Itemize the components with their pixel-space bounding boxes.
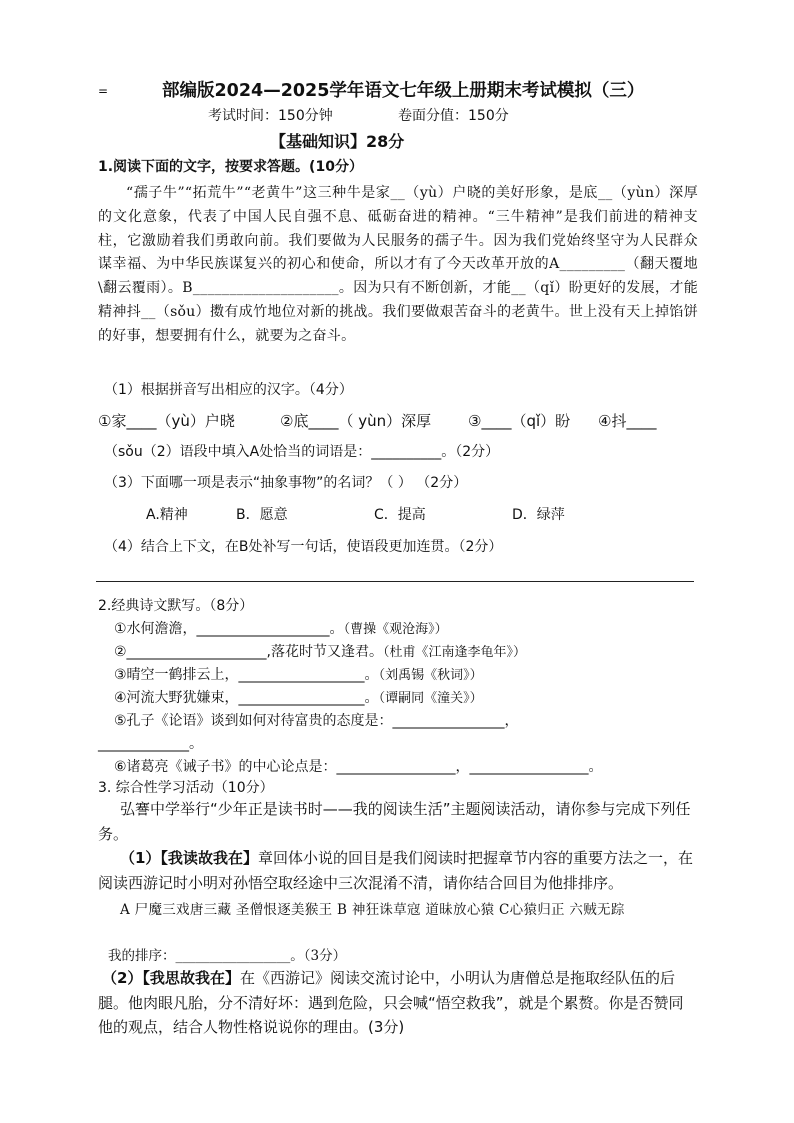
q3-task2-label: （2）【我思故我在】 <box>102 969 240 987</box>
header-marker: = <box>98 84 109 98</box>
section-heading: 【基础知识】28分 <box>270 132 405 151</box>
pinyin-item-3: ③____（qǐ）盼 <box>468 412 571 430</box>
option-d: D．绿萍 <box>512 507 565 523</box>
q1-sub3: （3）下面哪一项是表示“抽象事物”的名词？（ ） （2分） <box>104 475 468 491</box>
pinyin-item-1: ①家____（yù）户晓 <box>98 412 235 430</box>
poem-line-2 <box>114 641 526 661</box>
total-score: 卷面分值：150分 <box>398 108 509 124</box>
q1-sub4: （4）结合上下文，在B处补写一句话，使语段更加连贯。（2分） <box>104 539 503 555</box>
question-3-heading: 3. 综合性学习活动（10分） <box>98 780 274 796</box>
pinyin-item-4: ④抖____ <box>598 412 657 430</box>
poem-line-1 <box>114 618 448 638</box>
poem-line-3-source: （刘禹锡《秋词》） <box>378 668 483 683</box>
q1-sub2: （sǒu（2）语段中填入A处恰当的词语是：__________。（2分） <box>104 444 500 460</box>
option-a: A.精神 <box>146 507 188 523</box>
q3-choices: A 尸魔三戏唐三藏 圣僧恨逐美猴王 B 神狂诛草寇 道昧放心猿 C心猿归正 六贼无踪 <box>120 902 625 918</box>
pinyin-item-2: ②底____（ yùn）深厚 <box>280 412 432 430</box>
poem-line-1-source: （曹操《观沧海》） <box>343 622 448 637</box>
question-1-passage: “孺子牛”“拓荒牛”“老黄牛”这三种牛是家__（yù）户晓的美好形象，是底__（yùn）深厚的文化意象，代表了中国人民自强不息、砥砺奋进的精神。“三牛精神”是我们前进的精神支柱，它激励着我们勇敢向前。我们要做为人民服务的孺子牛。因为我们党始终坚守为人民群众谋幸福、为中华民族谋复兴的初心和使命，所以才有了今天改革开放的A_________（翻天覆地 \翻云覆雨）。B____________________。因为只有不断创新，才能__（qǐ）盼更好的发展，才能精神抖__（sǒu）擞有成竹地位对新的挑战。我们要做艰苦奋斗的老黄牛。世上没有天上掉馅饼的好事，想要拥有什么，就要为之奋斗。 <box>98 185 698 344</box>
option-b: B．愿意 <box>236 507 288 523</box>
poem-line-5-cont: _____________。 <box>98 736 203 752</box>
poem-line-1-text: ①水何澹澹，___________________。 <box>114 621 344 637</box>
q3-my-order: 我的排序：_________________。（3分） <box>108 948 347 964</box>
q3-task2-text: 在《西游记》阅读交流讨论中，小明认为唐僧总是拖取经队伍的后腿。他肉眼凡胎，分不清好坏：遇到危险，只会喊“悟空救我”，就是个累赘。你是否赞同他的观点，结合人物性格说说你的理由。(3分) <box>98 969 684 1036</box>
q3-task2 <box>98 966 698 1040</box>
poem-line-4-source: （谭嗣同《潼关》） <box>378 691 483 706</box>
q3-task1-label: （1）【我读故我在】 <box>120 849 258 867</box>
poem-line-3 <box>114 664 483 684</box>
poem-line-6: ⑥诸葛亮《诫子书》的中心论点是：_________________，_________________。 <box>114 759 603 775</box>
poem-line-3-text: ③晴空一鹤排云上，__________________。 <box>114 667 379 683</box>
q3-task1 <box>98 846 698 895</box>
poem-line-2-source: （杜甫《江南逢李龟年》） <box>383 645 527 660</box>
poem-line-4 <box>114 687 483 707</box>
q1-sub1: （1）根据拼音写出相应的汉字。（4分） <box>104 382 353 398</box>
poem-line-5: ⑤孔子《论语》谈到如何对待富贵的态度是：________________， <box>114 713 519 729</box>
q3-task1-text: 章回体小说的回目是我们阅读时把握章节内容的重要方法之一，在阅读西游记时小明对孙悟空取经途中三次混淆不清，请你结合回目为他排排序。 <box>98 849 693 892</box>
option-c: C．提高 <box>374 507 426 523</box>
q3-intro: 弘謇中学举行“少年正是读书时——我的阅读生活”主题阅读活动，请你参与完成下列任务。 <box>98 800 691 843</box>
poem-line-4-text: ④河流大野犹嫌束，__________________。 <box>114 690 379 706</box>
answer-line <box>96 581 694 582</box>
exam-title: 部编版2024—2025学年语文七年级上册期末考试模拟（三） <box>162 81 645 101</box>
question-2-heading: 2.经典诗文默写。（8分） <box>98 598 254 614</box>
question-1-heading: 1.阅读下面的文字，按要求答题。(10分） <box>98 159 363 175</box>
exam-time: 考试时间：150分钟 <box>208 108 333 124</box>
poem-line-2-text: ②____________________,落花时节又逢君。 <box>114 644 384 660</box>
